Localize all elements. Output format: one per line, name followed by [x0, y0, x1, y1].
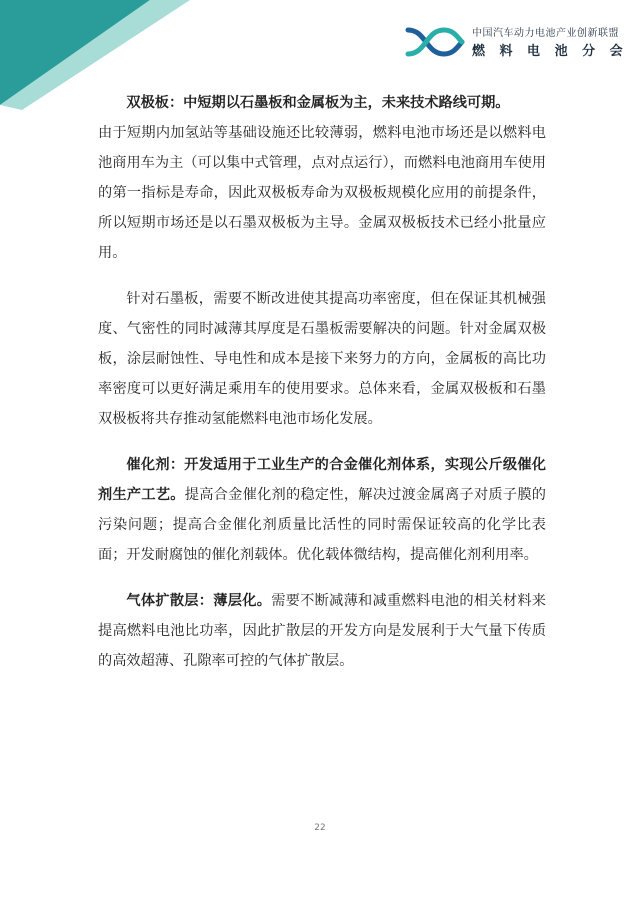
org-name-line1: 中国汽车动力电池产业创新联盟: [472, 28, 619, 39]
paragraph-catalyst: 提高合金催化剂的稳定性，解决过渡金属离子对质子膜的污染问题；提高合金催化剂质量比活性的同时需保证较高的化学比表面；开发耐腐蚀的催化剂载体。优化载体微结构，提高催化剂利用率。: [98, 487, 546, 563]
section-catalyst: [98, 450, 546, 570]
paragraph-bipolar-plate-1: 由于短期内加氢站等基础设施还比较薄弱，燃料电池市场还是以燃料电池商用车为主（可以集中式管理，点对点运行），而燃料电池商用车使用的第一指标是寿命，因此双极板寿命为双极板规模化应用的前提条件，所以短期市场还是以石墨双极板为主导。金属双极板技术已经小批量应用。: [98, 125, 546, 261]
org-brand: [404, 22, 628, 62]
page-number: 22: [314, 823, 326, 833]
org-logo-icon: [404, 24, 466, 60]
org-name-line2: 燃 料 电 池 分 会: [472, 44, 628, 59]
section-heading-catalyst: 催化剂：开发适用于工业生产的合金催化剂体系，实现公斤级催化剂生产工艺。: [98, 457, 546, 503]
document-body: [98, 88, 546, 676]
paragraph-gas-diffusion-layer: 需要不断减薄和减重燃料电池的相关材料来提高燃料电池比功率，因此扩散层的开发方向是发展利于大气量下传质的高效超薄、孔隙率可控的气体扩散层。: [98, 593, 546, 669]
section-heading-bipolar-plate: 双极板：中短期以石墨板和金属板为主，未来技术路线可期。: [126, 95, 510, 111]
section-gas-diffusion-layer: [98, 586, 546, 676]
paragraph-bipolar-plate-2: 针对石墨板，需要不断改进使其提高功率密度，但在保证其机械强度、气密性的同时减薄其厚度是石墨板需要解决的问题。针对金属双极板，涂层耐蚀性、导电性和成本是接下来努力的方向，金属板的高比功率密度可以更好满足乘用车的使用要求。总体来看，金属双极板和石墨双极板将共存推动氢能燃料电池市场化发展。: [98, 291, 546, 427]
section-heading-gas-diffusion-layer: 气体扩散层：薄层化。: [126, 593, 272, 609]
